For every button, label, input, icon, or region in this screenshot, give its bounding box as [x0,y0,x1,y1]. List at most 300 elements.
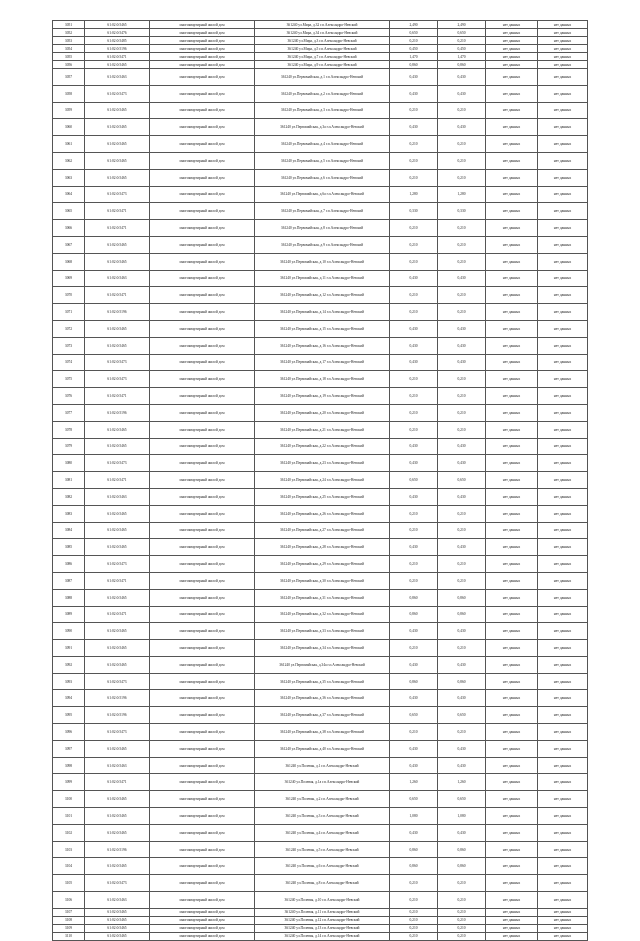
object-type-cell: многоквартирный жилой дом [150,220,255,237]
status-2-cell: нет данных [538,522,588,539]
status-2-cell: нет данных [538,724,588,741]
area-value-cell: 0,210 [390,388,438,405]
status-1-cell: нет данных [486,37,538,45]
row-number-cell: 3079 [53,438,85,455]
object-type-cell: многоквартирный жилой дом [150,455,255,472]
cadastral-number-cell: 61:02:0:5471 [85,472,150,489]
status-2-cell: нет данных [538,236,588,253]
status-1-cell: нет данных [486,841,538,858]
address-cell: 361240 ул.Мира, д.3 г.п.Александро-Невский [255,37,390,45]
cadastral-number-cell: 61:02:0:5465 [85,438,150,455]
area-value-cell: 0,650 [390,791,438,808]
status-1-cell: нет данных [486,102,538,119]
table-row [53,875,588,892]
status-2-cell: нет данных [538,320,588,337]
cadastral-number-cell: 61:02:0:5473 [85,371,150,388]
status-1-cell: нет данных [486,740,538,757]
address-cell: 361240 ул.Первомайская, д.7 г.п.Александро-Невский [255,203,390,220]
object-type-cell: многоквартирный жилой дом [150,875,255,892]
area-value-cell: 0,430 [390,488,438,505]
address-cell: 361240 ул.Первомайская, д.4 г.п.Александро-Невский [255,136,390,153]
cadastral-number-cell: 61:02:0:5465 [85,505,150,522]
volume-value-cell: 0,210 [438,556,486,573]
area-value-cell: 0,210 [390,136,438,153]
area-value-cell: 0,210 [390,152,438,169]
row-number-cell: 3063 [53,169,85,186]
object-type-cell: многоквартирный жилой дом [150,236,255,253]
address-cell: 361240 ул.Первомайская, д.29 г.п.Александро-Невский [255,556,390,573]
area-value-cell: 0,210 [390,892,438,909]
cadastral-number-cell: 61:02:0:5465 [85,102,150,119]
object-type-cell: многоквартирный жилой дом [150,304,255,321]
table-row [53,908,588,916]
cadastral-number-cell: 61:02:0:5465 [85,152,150,169]
area-value-cell: 0,210 [390,556,438,573]
row-number-cell: 3083 [53,505,85,522]
object-type-cell: многоквартирный жилой дом [150,53,255,61]
table-row [53,488,588,505]
row-number-cell: 3101 [53,808,85,825]
volume-value-cell: 1,260 [438,774,486,791]
address-cell: 361240 ул.Полевая, д.3 г.п.Александро-Невский [255,808,390,825]
address-cell: 361240 ул.Первомайская, д.11 г.п.Александро-Невский [255,270,390,287]
status-1-cell: нет данных [486,438,538,455]
row-number-cell: 3106 [53,892,85,909]
object-type-cell: многоквартирный жилой дом [150,924,255,932]
volume-value-cell: 0,210 [438,892,486,909]
area-value-cell: 2,490 [390,21,438,29]
cadastral-number-cell: 61:02:0:5471 [85,203,150,220]
object-type-cell: многоквартирный жилой дом [150,21,255,29]
status-2-cell: нет данных [538,304,588,321]
object-type-cell: многоквартирный жилой дом [150,556,255,573]
area-value-cell: 0,430 [390,656,438,673]
address-cell: 361240 ул.Первомайская, д.21 г.п.Александро-Невский [255,421,390,438]
table-row [53,37,588,45]
area-value-cell: 0,210 [390,236,438,253]
table-row [53,85,588,102]
status-2-cell: нет данных [538,337,588,354]
volume-value-cell: 0,430 [438,320,486,337]
volume-value-cell: 0,210 [438,371,486,388]
area-value-cell: 0,430 [390,824,438,841]
row-number-cell: 3065 [53,203,85,220]
status-1-cell: нет данных [486,757,538,774]
status-2-cell: нет данных [538,220,588,237]
row-number-cell: 3071 [53,304,85,321]
volume-value-cell: 0,430 [438,69,486,86]
cadastral-number-cell: 61:02:0:5465 [85,236,150,253]
area-value-cell: 0,860 [390,61,438,69]
object-type-cell: многоквартирный жилой дом [150,640,255,657]
status-2-cell: нет данных [538,287,588,304]
cadastral-number-cell: 61:02:0:5465 [85,253,150,270]
area-value-cell: 1,280 [390,186,438,203]
address-cell: 361240 ул.Мира, д.7 г.п.Александро-Невский [255,53,390,61]
status-1-cell: нет данных [486,69,538,86]
table-row [53,304,588,321]
cadastral-number-cell: 61:02:0:5465 [85,932,150,940]
status-1-cell: нет данных [486,152,538,169]
row-number-cell: 3099 [53,774,85,791]
volume-value-cell: 0,860 [438,673,486,690]
status-1-cell: нет данных [486,371,538,388]
area-value-cell: 0,430 [390,539,438,556]
address-cell: 361240 ул.Полевая, д.14 г.п.Александро-Невский [255,932,390,940]
status-2-cell: нет данных [538,186,588,203]
cadastral-number-cell: 61:02:0:5465 [85,824,150,841]
volume-value-cell: 0,430 [438,824,486,841]
area-value-cell: 1,080 [390,808,438,825]
status-2-cell: нет данных [538,673,588,690]
table-row [53,236,588,253]
volume-value-cell: 0,450 [438,45,486,53]
status-1-cell: нет данных [486,472,538,489]
table-row [53,556,588,573]
object-type-cell: многоквартирный жилой дом [150,858,255,875]
cadastral-number-cell: 61:02:0:5465 [85,924,150,932]
status-1-cell: нет данных [486,169,538,186]
object-type-cell: многоквартирный жилой дом [150,916,255,924]
object-type-cell: многоквартирный жилой дом [150,589,255,606]
status-1-cell: нет данных [486,136,538,153]
status-1-cell: нет данных [486,45,538,53]
area-value-cell: 0,210 [390,908,438,916]
status-1-cell: нет данных [486,656,538,673]
status-2-cell: нет данных [538,656,588,673]
status-2-cell: нет данных [538,924,588,932]
volume-value-cell: 0,210 [438,724,486,741]
table-row [53,522,588,539]
area-value-cell: 0,430 [390,119,438,136]
volume-value-cell: 0,210 [438,640,486,657]
volume-value-cell: 0,210 [438,102,486,119]
table-row [53,220,588,237]
status-2-cell: нет данных [538,488,588,505]
status-1-cell: нет данных [486,53,538,61]
object-type-cell: многоквартирный жилой дом [150,932,255,940]
object-type-cell: многоквартирный жилой дом [150,908,255,916]
status-2-cell: нет данных [538,169,588,186]
volume-value-cell: 0,210 [438,924,486,932]
table-row [53,858,588,875]
status-1-cell: нет данных [486,556,538,573]
volume-value-cell: 0,210 [438,388,486,405]
table-row [53,136,588,153]
volume-value-cell: 0,210 [438,404,486,421]
address-cell: 361240 ул.Полевая, д.8 г.п.Александро-Невский [255,875,390,892]
row-number-cell: 3060 [53,119,85,136]
object-type-cell: многоквартирный жилой дом [150,572,255,589]
volume-value-cell: 0,210 [438,136,486,153]
area-value-cell: 0,650 [390,707,438,724]
row-number-cell: 3095 [53,707,85,724]
status-1-cell: нет данных [486,791,538,808]
row-number-cell: 3104 [53,858,85,875]
volume-value-cell: 0,860 [438,606,486,623]
status-1-cell: нет данных [486,320,538,337]
address-cell: 361240 ул.Первомайская, д.16 г.п.Александро-Невский [255,337,390,354]
row-number-cell: 3090 [53,623,85,640]
volume-value-cell: 0,210 [438,932,486,940]
status-1-cell: нет данных [486,186,538,203]
status-1-cell: нет данных [486,858,538,875]
area-value-cell: 0,430 [390,337,438,354]
row-number-cell: 3062 [53,152,85,169]
table-row [53,824,588,841]
status-2-cell: нет данных [538,916,588,924]
status-2-cell: нет данных [538,455,588,472]
table-row [53,61,588,69]
status-2-cell: нет данных [538,354,588,371]
status-2-cell: нет данных [538,505,588,522]
status-1-cell: нет данных [486,892,538,909]
row-number-cell: 3064 [53,186,85,203]
volume-value-cell: 0,210 [438,421,486,438]
object-type-cell: многоквартирный жилой дом [150,673,255,690]
volume-value-cell: 0,430 [438,488,486,505]
cadastral-number-cell: 61:02:0:5471 [85,53,150,61]
row-number-cell: 3093 [53,673,85,690]
status-2-cell: нет данных [538,53,588,61]
status-1-cell: нет данных [486,673,538,690]
area-value-cell: 0,430 [390,740,438,757]
address-cell: 361240 ул.Первомайская, д.23 г.п.Александро-Невский [255,455,390,472]
status-2-cell: нет данных [538,371,588,388]
status-2-cell: нет данных [538,37,588,45]
address-cell: 361240 ул.Первомайская, д.33 г.п.Александро-Невский [255,623,390,640]
status-1-cell: нет данных [486,404,538,421]
object-type-cell: многоквартирный жилой дом [150,320,255,337]
address-cell: 361240 ул.Первомайская, д.34а г.п.Александро-Невский [255,656,390,673]
volume-value-cell: 0,430 [438,690,486,707]
object-type-cell: многоквартирный жилой дом [150,740,255,757]
address-cell: 361240 ул.Первомайская, д.14 г.п.Александро-Невский [255,304,390,321]
cadastral-number-cell: 61:02:0:5465 [85,908,150,916]
cadastral-number-cell: 61:02:0:5473 [85,724,150,741]
area-value-cell: 0,860 [390,673,438,690]
area-value-cell: 0,430 [390,85,438,102]
area-value-cell: 0,210 [390,924,438,932]
status-1-cell: нет данных [486,724,538,741]
row-number-cell: 3080 [53,455,85,472]
table-row [53,757,588,774]
cadastral-number-cell: 61:02:0:5196 [85,841,150,858]
status-2-cell: нет данных [538,438,588,455]
object-type-cell: многоквартирный жилой дом [150,539,255,556]
cadastral-number-cell: 61:02:0:5465 [85,808,150,825]
area-value-cell: 0,210 [390,220,438,237]
status-2-cell: нет данных [538,707,588,724]
table-row [53,21,588,29]
address-cell: 361240 ул.Первомайская, д.10 г.п.Александро-Невский [255,253,390,270]
status-2-cell: нет данных [538,892,588,909]
row-number-cell: 3100 [53,791,85,808]
status-1-cell: нет данных [486,774,538,791]
area-value-cell: 0,860 [390,589,438,606]
status-2-cell: нет данных [538,808,588,825]
row-number-cell: 3076 [53,388,85,405]
area-value-cell: 0,430 [390,354,438,371]
area-value-cell: 0,210 [390,640,438,657]
status-1-cell: нет данных [486,572,538,589]
status-2-cell: нет данных [538,69,588,86]
object-type-cell: многоквартирный жилой дом [150,774,255,791]
status-2-cell: нет данных [538,623,588,640]
status-2-cell: нет данных [538,29,588,37]
volume-value-cell: 0,210 [438,169,486,186]
area-value-cell: 0,650 [390,29,438,37]
address-cell: 361240 ул.Первомайская, д.3 г.п.Александро-Невский [255,102,390,119]
object-type-cell: многоквартирный жилой дом [150,270,255,287]
table-body [53,21,588,941]
cadastral-number-cell: 61:02:0:5463 [85,488,150,505]
object-type-cell: многоквартирный жилой дом [150,808,255,825]
row-number-cell: 3059 [53,102,85,119]
object-type-cell: многоквартирный жилой дом [150,45,255,53]
row-number-cell: 3103 [53,841,85,858]
row-number-cell: 3067 [53,236,85,253]
cadastral-number-cell: 61:02:0:5473 [85,556,150,573]
area-value-cell: 1,260 [390,774,438,791]
status-1-cell: нет данных [486,85,538,102]
volume-value-cell: 0,430 [438,85,486,102]
area-value-cell: 0,210 [390,404,438,421]
volume-value-cell: 0,430 [438,757,486,774]
cadastral-number-cell: 61:02:0:5465 [85,791,150,808]
object-type-cell: многоквартирный жилой дом [150,119,255,136]
object-type-cell: многоквартирный жилой дом [150,791,255,808]
status-2-cell: нет данных [538,61,588,69]
status-2-cell: нет данных [538,21,588,29]
volume-value-cell: 0,430 [438,623,486,640]
status-1-cell: нет данных [486,589,538,606]
row-number-cell: 3094 [53,690,85,707]
status-2-cell: нет данных [538,572,588,589]
volume-value-cell: 0,210 [438,572,486,589]
area-value-cell: 0,210 [390,572,438,589]
cadastral-number-cell: 61:02:0:5465 [85,858,150,875]
table-row [53,774,588,791]
volume-value-cell: 0,860 [438,589,486,606]
volume-value-cell: 1,280 [438,186,486,203]
table-row [53,589,588,606]
address-cell: 361240 ул.Мира, д.9 г.п.Александро-Невский [255,61,390,69]
address-cell: 361240 ул.Первомайская, д.2 г.п.Александро-Невский [255,85,390,102]
object-type-cell: многоквартирный жилой дом [150,472,255,489]
volume-value-cell: 0,430 [438,656,486,673]
cadastral-number-cell: 61:02:0:5465 [85,656,150,673]
volume-value-cell: 0,430 [438,455,486,472]
area-value-cell: 0,210 [390,253,438,270]
cadastral-number-cell: 61:02:0:5471 [85,287,150,304]
table-row [53,841,588,858]
row-number-cell: 3057 [53,69,85,86]
document-page [52,20,587,941]
table-row [53,320,588,337]
cadastral-number-cell: 61:02:0:5465 [85,320,150,337]
row-number-cell: 3091 [53,640,85,657]
status-1-cell: нет данных [486,932,538,940]
area-value-cell: 0,210 [390,287,438,304]
status-2-cell: нет данных [538,253,588,270]
volume-value-cell: 0,210 [438,522,486,539]
volume-value-cell: 1,080 [438,808,486,825]
cadastral-number-cell: 61:02:0:5463 [85,69,150,86]
row-number-cell: 3078 [53,421,85,438]
status-1-cell: нет данных [486,253,538,270]
volume-value-cell: 0,430 [438,270,486,287]
area-value-cell: 0,430 [390,690,438,707]
address-cell: 361240 ул.Мира, д.34 г.п.Александро-Невский [255,29,390,37]
row-number-cell: 3066 [53,220,85,237]
status-1-cell: нет данных [486,287,538,304]
area-value-cell: 0,210 [390,932,438,940]
table-row [53,656,588,673]
object-type-cell: многоквартирный жилой дом [150,421,255,438]
volume-value-cell: 0,210 [438,908,486,916]
address-cell: 361240 ул.Первомайская, д.18 г.п.Александро-Невский [255,371,390,388]
cadastral-number-cell: 61:02:0:5465 [85,623,150,640]
cadastral-number-cell: 61:02:0:5473 [85,875,150,892]
status-2-cell: нет данных [538,791,588,808]
cadastral-number-cell: 61:02:0:5473 [85,85,150,102]
object-type-cell: многоквартирный жилой дом [150,37,255,45]
status-1-cell: нет данных [486,522,538,539]
object-type-cell: многоквартирный жилой дом [150,203,255,220]
area-value-cell: 0,860 [390,606,438,623]
address-cell: 361240 ул.Первомайская, д.6 г.п.Александро-Невский [255,169,390,186]
address-cell: 361240 ул.Первомайская, д.6а г.п.Александро-Невский [255,186,390,203]
row-number-cell: 3061 [53,136,85,153]
status-1-cell: нет данных [486,421,538,438]
row-number-cell: 3096 [53,724,85,741]
cadastral-number-cell: 61:02:0:5473 [85,455,150,472]
object-type-cell: многоквартирный жилой дом [150,152,255,169]
row-number-cell: 3055 [53,53,85,61]
status-1-cell: нет данных [486,824,538,841]
table-row [53,932,588,940]
address-cell: 361240 ул.Первомайская, д.5 г.п.Александро-Невский [255,152,390,169]
status-2-cell: нет данных [538,824,588,841]
cadastral-number-cell: 61:02:0:5465 [85,21,150,29]
cadastral-number-cell: 61:02:0:5465 [85,740,150,757]
address-cell: 361240 ул.Полевая, д.4 г.п.Александро-Невский [255,824,390,841]
status-2-cell: нет данных [538,757,588,774]
cadastral-number-cell: 61:02:0:5465 [85,337,150,354]
area-value-cell: 0,430 [390,438,438,455]
address-cell: 361240 ул.Полевая, д.13 г.п.Александро-Невский [255,924,390,932]
row-number-cell: 3069 [53,270,85,287]
status-1-cell: нет данных [486,455,538,472]
table-row [53,724,588,741]
status-2-cell: нет данных [538,472,588,489]
address-cell: 361240 ул.Полевая, д.1а г.п.Александро-Невский [255,774,390,791]
cadastral-number-cell: 61:02:0:5473 [85,354,150,371]
object-type-cell: многоквартирный жилой дом [150,388,255,405]
status-2-cell: нет данных [538,203,588,220]
row-number-cell: 3068 [53,253,85,270]
object-type-cell: многоквартирный жилой дом [150,337,255,354]
table-row [53,69,588,86]
address-cell: 361240 ул.Первомайская, д.36 г.п.Александро-Невский [255,690,390,707]
row-number-cell: 3109 [53,924,85,932]
table-row [53,404,588,421]
object-type-cell: многоквартирный жилой дом [150,61,255,69]
table-row [53,924,588,932]
status-1-cell: нет данных [486,220,538,237]
table-row [53,119,588,136]
